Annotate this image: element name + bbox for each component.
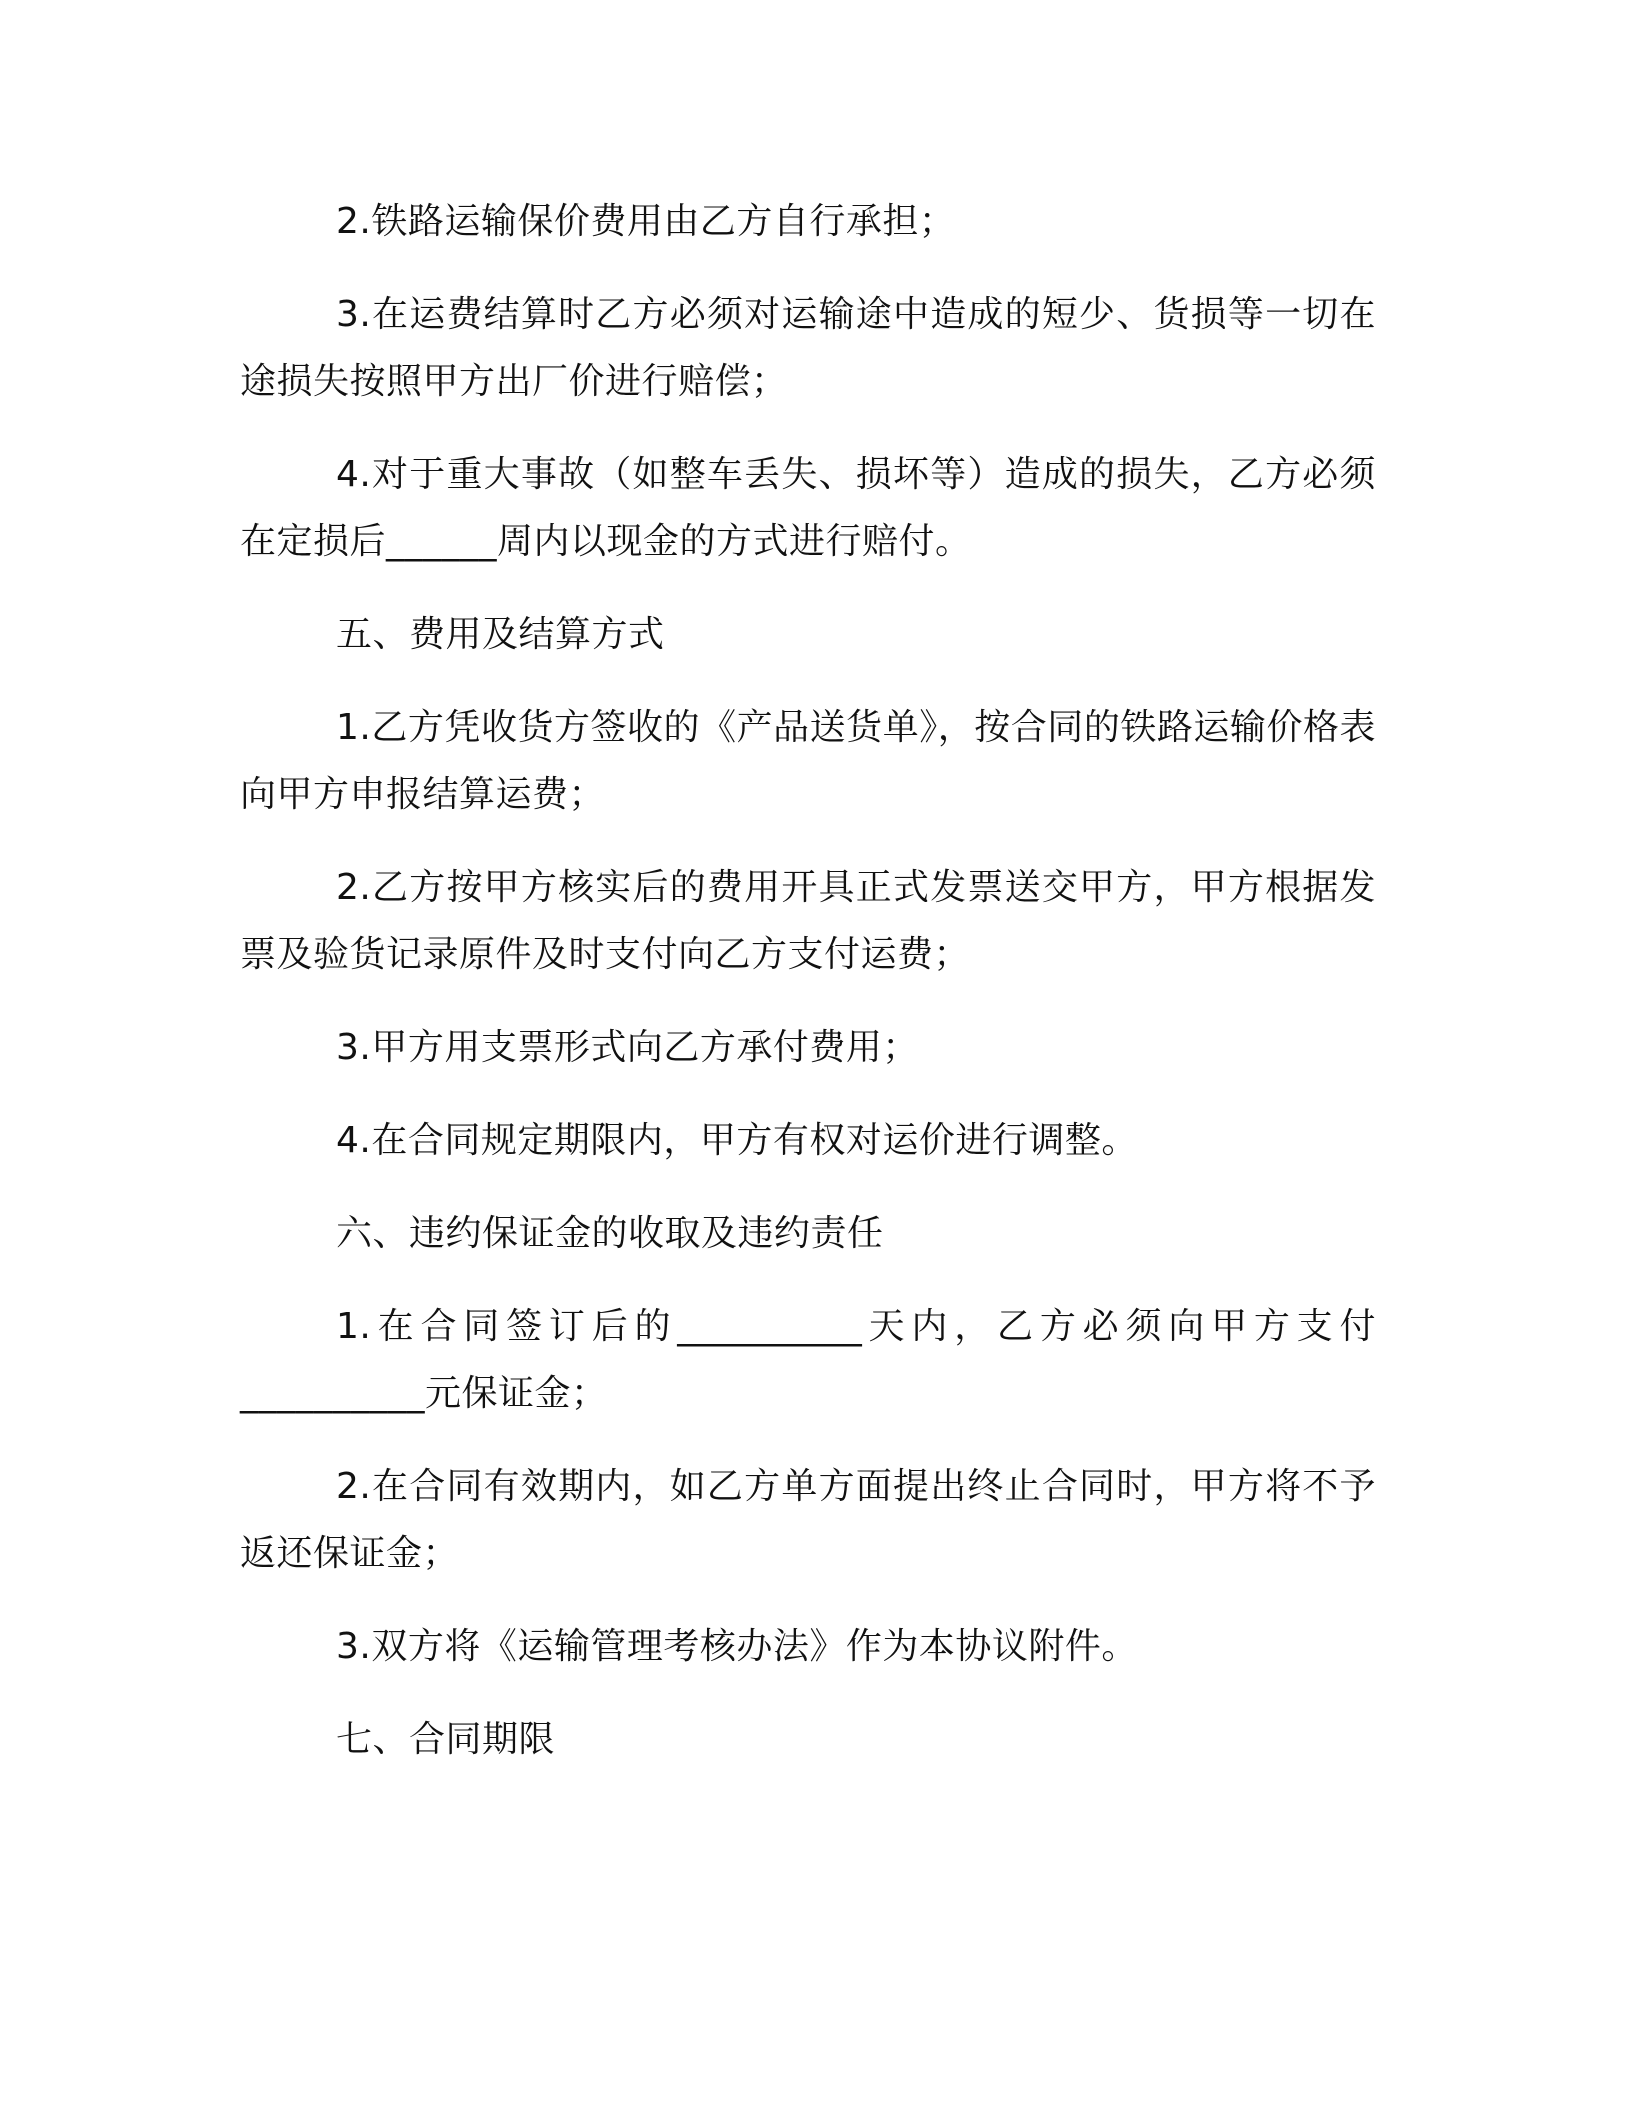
section-6-heading: 六、违约保证金的收取及违约责任 — [336, 1213, 884, 1254]
clause-4-4: 4.对于重大事故（如整车丢失、损坏等）造成的损失，乙方必须在定损后______周内以现金的方式进行赔付。 — [240, 454, 1376, 562]
clause-6-1: 1.在合同签订后的__________天内，乙方必须向甲方支付__________元保证金； — [240, 1306, 1376, 1414]
clause-5-4: 4.在合同规定期限内，甲方有权对运价进行调整。 — [336, 1120, 1138, 1161]
clause-4-3: 3.在运费结算时乙方必须对运输途中造成的短少、货损等一切在途损失按照甲方出厂价进行赔偿； — [240, 294, 1376, 402]
document-body — [240, 188, 1376, 1799]
clause-6-2: 2.在合同有效期内，如乙方单方面提出终止合同时，甲方将不予返还保证金； — [240, 1466, 1376, 1574]
section-5-heading: 五、费用及结算方式 — [336, 614, 665, 655]
section-7-heading: 七、合同期限 — [336, 1719, 556, 1760]
clause-4-2: 2.铁路运输保价费用由乙方自行承担； — [336, 201, 956, 242]
clause-5-3: 3.甲方用支票形式向乙方承付费用； — [336, 1027, 919, 1068]
clause-5-2: 2.乙方按甲方核实后的费用开具正式发票送交甲方，甲方根据发票及验货记录原件及时支付向乙方支付运费； — [240, 867, 1376, 975]
clause-5-1: 1.乙方凭收货方签收的《产品送货单》，按合同的铁路运输价格表向甲方申报结算运费； — [240, 707, 1376, 815]
clause-6-3: 3.双方将《运输管理考核办法》作为本协议附件。 — [336, 1626, 1138, 1667]
